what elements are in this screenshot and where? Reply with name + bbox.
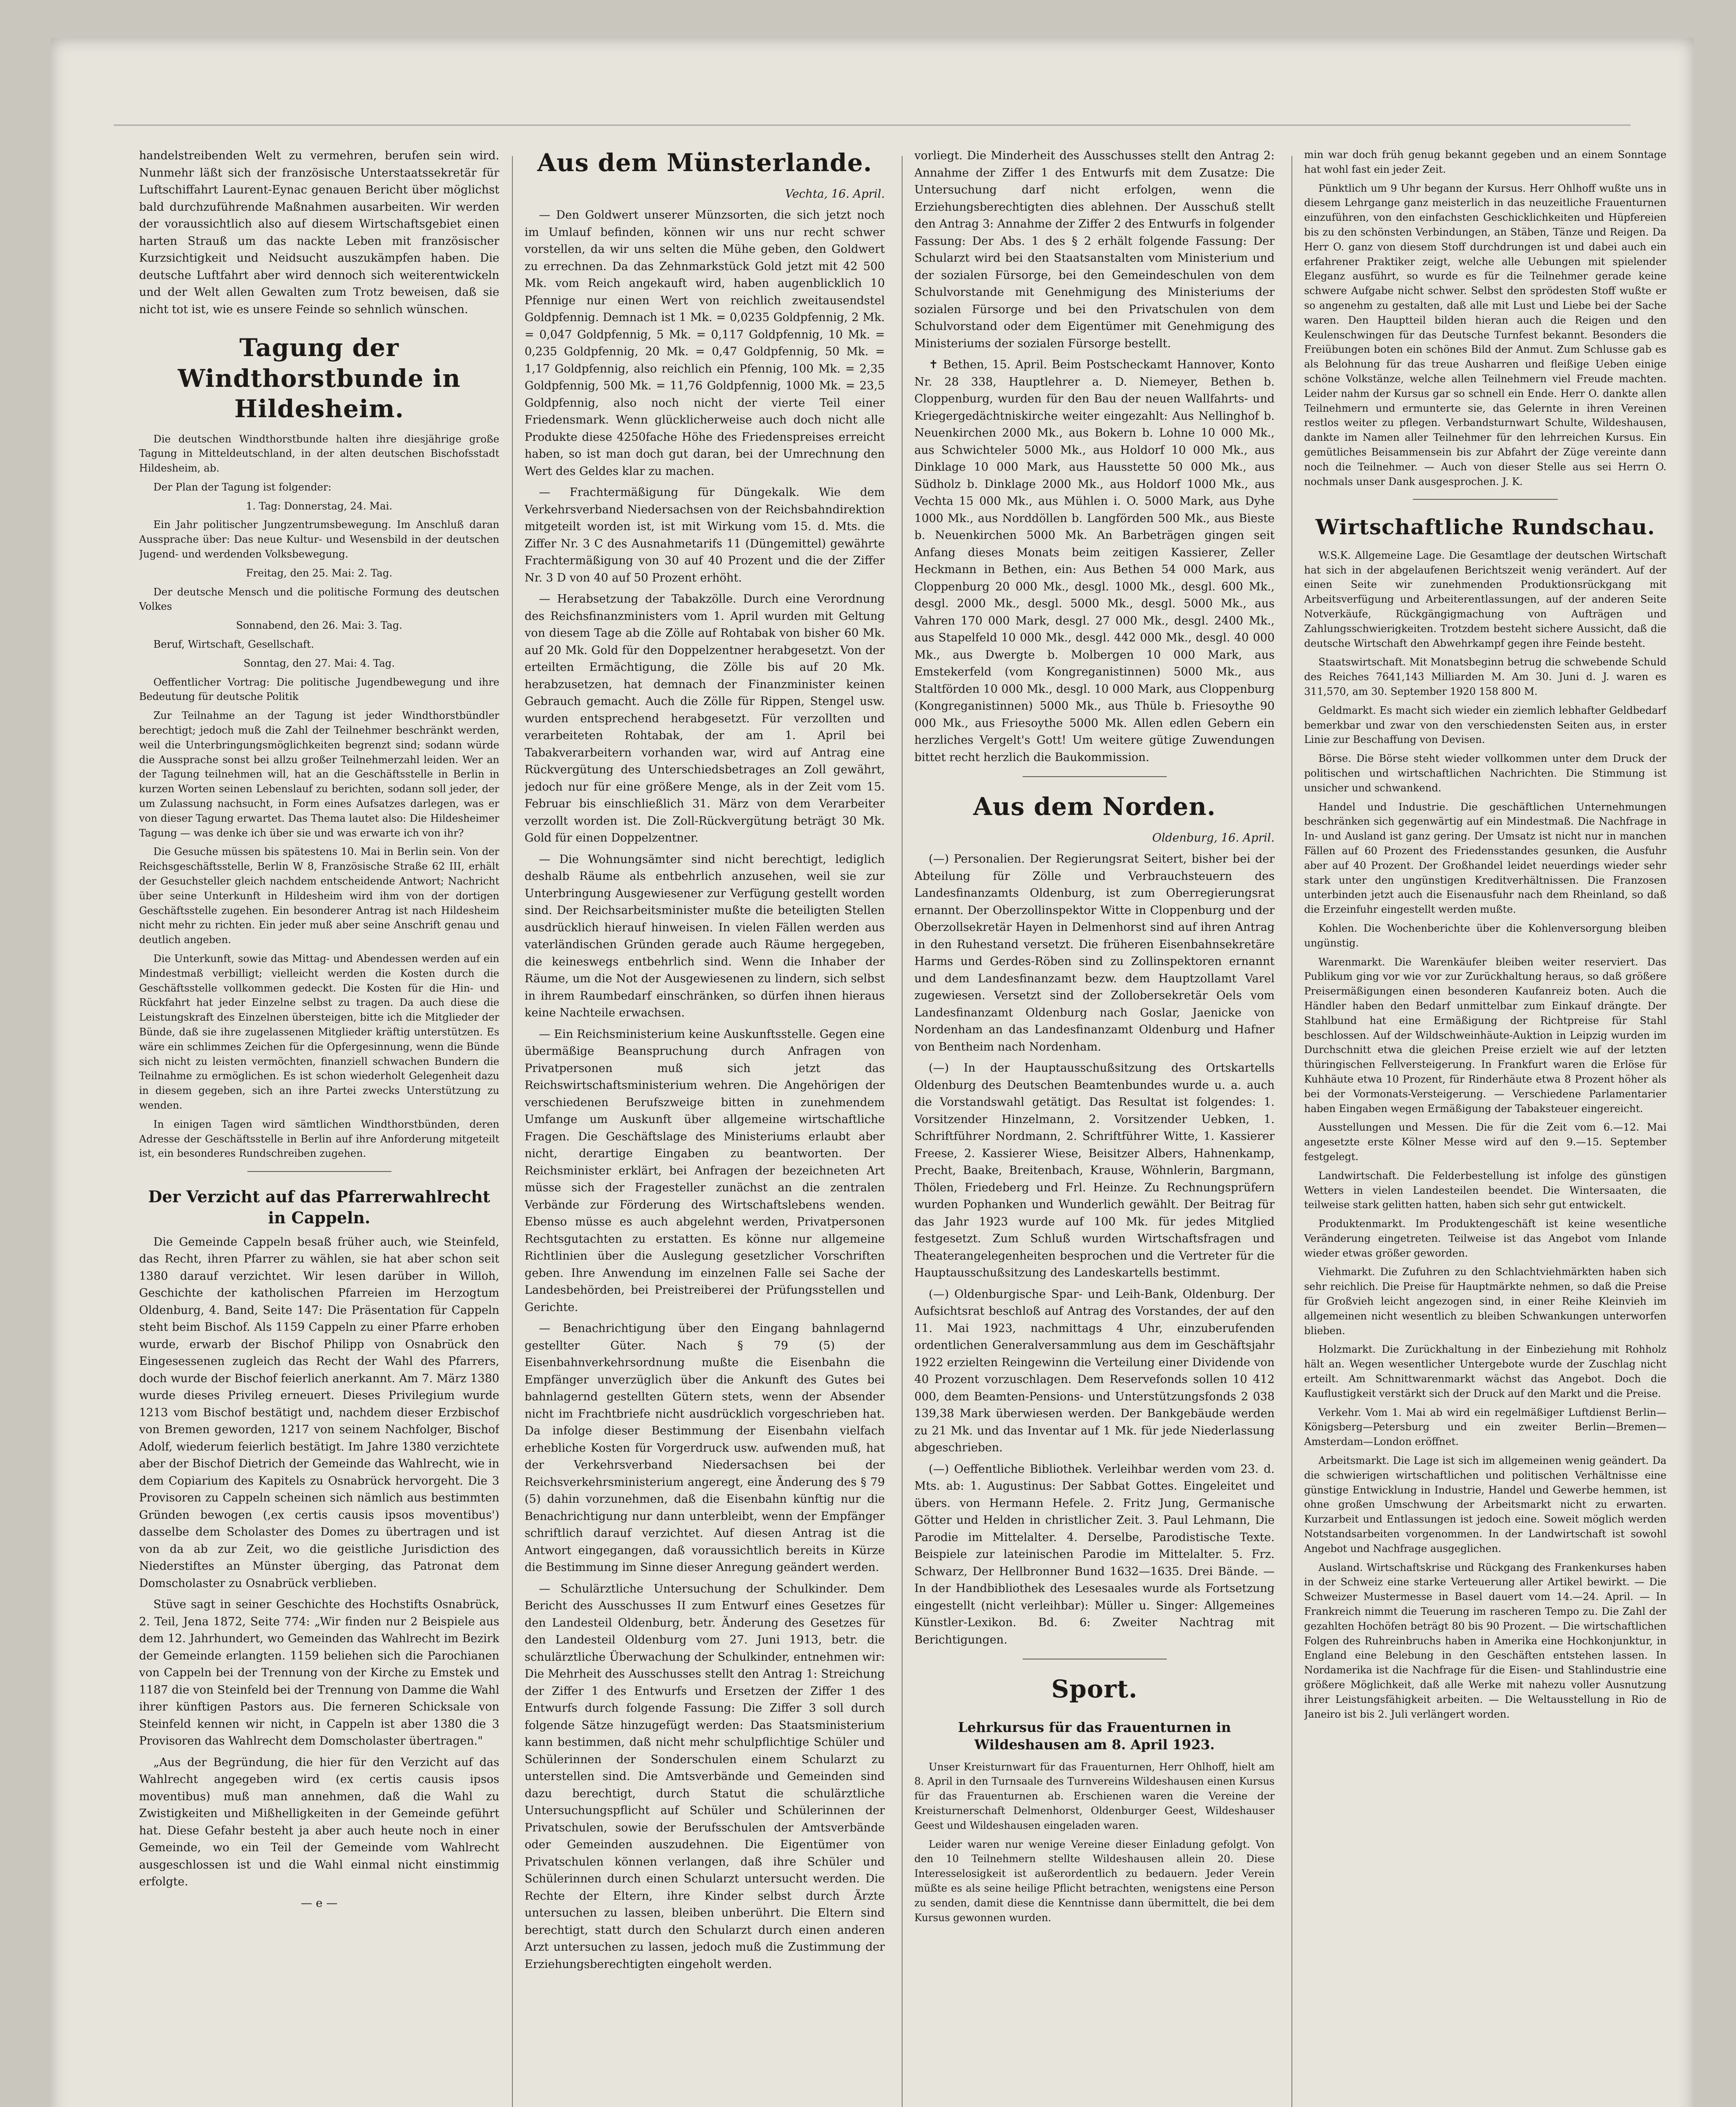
paragraph: (—) Oeffentliche Bibliothek. Verleihbar werden vom 23. d. Mts. ab: 1. Augustinus: Der Sabbat Gottes. Eingeleitet und übers. von Hermann Hefele. 2. Fritz Jung, Germanische Götter und Helden in christlicher Zeit. 3. Paul Lehmann, Die Parodie im Mittelalter. 4. Derselbe, Parodistische Texte. Beispiele zur lateinischen Parodie im Mittelalter. 5. Frz. Schwarz, Der Hellbronner Bund 1632—1635. Drei Bände. — In der Handbibliothek des Lesesaales wurde als Fortsetzung eingestellt (nicht verleihbar): Müller u. Singer: Allgemeines Künstler-Lexikon. Bd. 6: Zweiter Nachtrag mit Berichtigungen.: [914, 1462, 1275, 1646]
column-rule: [1291, 156, 1292, 2107]
paragraph: — Die Wohnungsämter sind nicht berechtigt, lediglich deshalb Räume als entbehrlich anzusehen, weil sie zur Unterbringung Ausgewiesener zur Verfügung gestellt worden sind. Der Reichsarbeitsminister mußte die beteiligten Stellen ausdrücklich hierauf hinweisen. In vielen Fällen werden aus vaterländischen Gründen gerade auch Räume hergegeben, die keineswegs entbehrlich sind. Wenn die Inhaber der Räume, um die Not der Ausgewiesenen zu lindern, sich selbst in ihrem Raumbedarf einschränken, so dürfen ihnen hieraus keine Nachteile erwachsen.: [525, 852, 885, 1019]
paragraph: Kohlen. Die Wochenberichte über die Kohlenversorgung bleiben ungünstig.: [1304, 922, 1666, 949]
article-continuation: vorliegt. Die Minderheit des Ausschusses stellt den Antrag 2: Annahme der Ziffer 1 des Entwurfs mit dem Zusatze: Die Untersuchung darf nicht erfolgen, wenn die Erziehungsberechtigten dies ablehnen. Der Ausschuß stellt den Antrag 3: Annahme der Ziffer 2 des Entwurfs in folgender Fassung: Der Abs. 1 des § 2 erhält folgende Fassung: Der Schularzt wird bei den Staatsanstalten vom Ministerium und der sozialen Fürsorge, bei den Gemeindeschulen von dem Schulvorstande mit Genehmigung des Ministeriums der sozialen Fürsorge und bei den Privatschulen von dem Schulvorstand oder dem Eigentümer mit Genehmigung des Ministeriums der sozialen Fürsorge bestellt.: [914, 149, 1275, 350]
paragraph: Landwirtschaft. Die Felderbestellung ist infolge des günstigen Wetters in vielen Landesteilen beendet. Die Wintersaaten, die teilweise stark gelitten hatten, haben sich sehr gut entwickelt.: [1304, 1169, 1666, 1211]
headline-norden: Aus dem Norden.: [973, 792, 1216, 821]
paragraph: Leider waren nur wenige Vereine dieser Einladung gefolgt. Von den 10 Teilnehmern stellte Wildeshausen allein 20. Diese Interesselosigkeit ist außerordentlich zu bedauern. Jeder Verein müßte es als seine heilige Pflicht betrachten, wenigstens eine Person zu senden, damit diese die Kenntnisse dann übermittelt, die bei dem Kursus gewonnen wurden.: [914, 1838, 1275, 1924]
paragraph: Handel und Industrie. Die geschäftlichen Unternehmungen beschränken sich gegenwärtig auf ein Mindestmaß. Die Nachfrage in In- und Ausland ist ganz gering. Der Umsatz ist nicht nur in manchen Fällen auf 60 Prozent des Friedensstandes gesunken, die Ausfuhr aber auf 40 Prozent. Der Großhandel leidet neuerdings wieder sehr stark unter den ungünstigen Kreditverhältnissen. Die Franzosen unterbinden jetzt auch die Eisenausfuhr nach dem Rheinland, so daß die Erzeinfuhr eingestellt werden mußte.: [1304, 801, 1666, 916]
column-rule: [512, 156, 513, 2107]
paragraph: Die Gesuche müssen bis spätestens 10. Mai in Berlin sein. Von der Reichsgeschäftsstelle, Berlin W 8, Französische Straße 62 III, erhält der Gesuchsteller gleich nachdem entscheidende Antwort; Nachricht über seine Unterkunft in Hildesheim wird ihm von der dortigen Geschäftsstelle zugehen. Ein besonderer Antrag ist nach Hildesheim nicht mehr zu richten. Ein jeder muß aber seine Anschrift genau und deutlich angeben.: [139, 846, 499, 946]
paragraph: Zur Teilnahme an der Tagung ist jeder Windthorstbündler berechtigt; jedoch muß die Zahl der Teilnehmer beschränkt werden, weil die Unterbringungsmöglichkeiten begrenzt sind; sodann würde die Aussprache sonst bei allzu großer Teilnehmerzahl leiden. Wer an der Tagung teilnehmen will, hat an die Geschäftsstelle in Berlin in kurzen Worten seinen Lebenslauf zu berichten, sodann soll jeder, der um Zulassung nachsucht, in Form eines Aufsatzes darlegen, was er von dieser Tagung erwartet. Das Thema lautet also: Die Hildesheimer Tagung — was denke ich über sie und was erwarte ich von ihr?: [139, 710, 499, 839]
paragraph: Verkehr. Vom 1. Mai ab wird ein regelmäßiger Luftdienst Berlin—Königsberg—Petersburg und ein zweiter Berlin—Bremen—Amsterdam—London eröffnet.: [1304, 1406, 1666, 1448]
section-divider: [1023, 776, 1167, 777]
schedule-day: Sonntag, den 27. Mai: 4. Tag.: [243, 657, 395, 669]
column-1: [139, 147, 499, 2107]
paragraph: W.S.K. Allgemeine Lage. Die Gesamtlage der deutschen Wirtschaft hat sich in der abgelaufenen Berichtszeit wenig verändert. Auf der einen Seite wir zunehmenden Produktionsrückgang mit Arbeitsverfügung und Arbeiterentlassungen, auf der anderen Seite Notverkäufe, Rückgängigmachung von Aufträgen und Zahlungsschwierigkeiten. Trotzdem besteht sichere Aussicht, daß die deutsche Wirtschaft den Abwehrkampf gegen ihre Feinde besteht.: [1304, 549, 1666, 649]
article-continuation: min war doch früh genug bekannt gegeben und an einem Sonntage hat wohl fast ein jeder Zeit.: [1304, 149, 1666, 175]
section-divider: [1413, 499, 1558, 500]
paragraph: Pünktlich um 9 Uhr begann der Kursus. Herr Ohlhoff wußte uns in diesem Lehrgange ganz meisterlich in das neuzeitliche Frauenturnen einzuführen, von den einfachsten Geschicklichkeiten und Hüpfereien bis zu den schönsten Verbindungen, an Stäben, Tänze und Reigen. Da Herr O. ganz von diesem Stoff durchdrungen ist und dabei auch ein erfahrener Praktiker zeigt, welche alle Uebungen mit spielender Eleganz ausführt, so wurde es für die Teilnehmer gerade keine schwere Aufgabe nicht schwer. Selbst den sprödesten Stoff wußte er so angenehm zu gestalten, daß alle mit Lust und Liebe bei der Sache waren. Den Hauptteil bilden hieran auch die Reigen und den Keulenschwingen für das Deutsche Turnfest bekannt. Besonders die Freiübungen boten ein schönes Bild der Anmut. Zum Schlusse gab es als Belohnung für das treue Ausharren und fleißige Ueben einige schöne Volkstänze, welche allen Teilnehmern viel Freude machten. Leider nahm der Kursus gar so schnell ein Ende. Herr O. dankte allen Teilnehmern und ermunterte sie, das Gelernte in ihren Vereinen restlos weiter zu pflegen. Verbandsturnwart Schulte, Wildeshausen, dankte im Namen aller Teilnehmer für den lehrreichen Kursus. Ein gemütliches Beisammensein bis zur Abfahrt der Züge vereinte dann noch die Teilnehmer. — Auch von dieser Stelle aus sei Herrn O. nochmals unser Dank ausgesprochen. J. K.: [1304, 182, 1666, 488]
paragraph: Ausstellungen und Messen. Die für die Zeit vom 6.—12. Mai angesetzte erste Kölner Messe wird auf den 9.—15. September festgelegt.: [1304, 1121, 1666, 1163]
section-divider: [247, 1171, 391, 1172]
paragraph: Produktenmarkt. Im Produktengeschäft ist keine wesentliche Veränderung eingetreten. Teilweise ist das Angebot vom Inlande wieder etwas größer geworden.: [1304, 1218, 1666, 1259]
paragraph: (—) In der Hauptausschußsitzung des Ortskartells Oldenburg des Deutschen Beamtenbundes wurde u. a. auch die Vorstandswahl getätigt. Das Resultat ist folgendes: 1. Vorsitzender Hinzelmann, 2. Vorsitzender Uebken, 1. Schriftführer Nordmann, 2. Schriftführer Witte, 1. Kassierer Freese, 2. Kassierer Wiese, Beisitzer Albers, Hahnenkamp, Precht, Baake, Breitenbach, Krause, Wöhnlerin, Bargmann, Thölen, Friedeberg und Frl. Heinze. Zu Rechnungsprüfern wurden Pophanken und Wunderlich gewählt. Der Beitrag für das Jahr 1923 wurde auf 100 Mk. für jedes Mitglied festgesetzt. Zum Schluß wurden Wirtschaftsfragen und Theaterangelegenheiten besprochen und die Vertreter für die Hauptausschußsitzung des Landeskartells bestimmt.: [914, 1062, 1275, 1279]
subheadline-frauenturnen: Lehrkursus für das Frauenturnen in Wildeshausen am 8. April 1923.: [958, 1719, 1231, 1753]
paragraph: Arbeitsmarkt. Die Lage ist sich im allgemeinen wenig geändert. Da die schwierigen wirtschaftlichen und politischen Verhältnisse eine günstige Entwicklung in Industrie, Handel und Gewerbe hemmen, ist ohne großen Umschwung der Arbeitsmarkt nicht zu erwarten. Kurzarbeit und Entlassungen ist jedoch eine. Soweit möglich werden Notstandsarbeiten vorgenommen. In der Landwirtschaft ist sowohl Angebot und Nachfrage ausgeglichen.: [1304, 1455, 1666, 1555]
paragraph: — Herabsetzung der Tabakzölle. Durch eine Verordnung des Reichsfinanzministers vom 1. April wurden mit Geltung von diesem Tage ab die Zölle auf Rohtabak von bisher 60 Mk. auf 20 Mk. Gold für den Doppelzentner herabgesetzt. Von der erteilten Ermächtigung, die Zölle bis auf 20 Mk. herabzusetzen, hat demnach der Finanzminister keinen Gebrauch gemacht. Auch die Zölle für Rippen, Stengel usw. wurden entsprechend herabgesetzt. Für verzollten und verarbeiteten Rohtabak, der am 1. April bei Tabakverarbeitern vorhanden war, wird auf Antrag eine Rückvergütung des Unterschiedsbetrages an Zoll gewährt, jedoch nur für eine größere Menge, als in der Zeit vom 15. Februar bis einschließlich 31. März von dem Verarbeiter verzollt worden ist. Die Zoll-Rückvergütung beträgt 30 Mk. Gold für einen Doppelzentner.: [525, 592, 885, 844]
paragraph: Unser Kreisturnwart für das Frauenturnen, Herr Ohlhoff, hielt am 8. April in den Turnsaale des Turnvereins Wildeshausen einen Kursus für das Frauenturnen ab. Erschienen waren die Vereine der Kreisturnerschaft Delmenhorst, Oldenburger Geest, Wildeshauser Geest und Wildeshausen eingeladen waren.: [914, 1761, 1275, 1831]
schedule-day: Sonnabend, den 26. Mai: 3. Tag.: [236, 619, 402, 632]
paragraph: ✝ Bethen, 15. April. Beim Postscheckamt Hannover, Konto Nr. 28 338, Hauptlehrer a. D. Niemeyer, Bethen b. Cloppenburg, wurden für den Bau der neuen Wallfahrts- und Kriegergedächtniskirche weiter eingezahlt: Aus Nellinghof b. Neuenkirchen 2000 Mk., aus Bokern b. Lohne 10 000 Mk., aus Schwichteler 5000 Mk., aus Holdorf 10 000 Mk., aus Dinklage 10 000 Mark, aus Hausstette 50 000 Mk., aus Südholz b. Dinklage 2000 Mk., aus Holdorf 1000 Mk., aus Vechta 15 000 Mk., aus Mühlen i. O. 5000 Mark, aus Dyhe 1000 Mk., aus Norddöllen b. Langförden 500 Mk., aus Bieste b. Neuenkirchen 5000 Mk. An Barbeträgen gingen seit Anfang dieses Monats beim zeitigen Kassierer, Zeller Heckmann in Bethen, ein: Aus Bethen 54 000 Mark, aus Cloppenburg 20 000 Mk., desgl. 1000 Mk., desgl. 600 Mk., desgl. 2000 Mk., desgl. 5000 Mk., desgl. 5000 Mk., aus Vahren 170 000 Mark, desgl. 27 000 Mk., desgl. 2400 Mk., aus Stapelfeld 10 000 Mk., desgl. 442 000 Mk., desgl. 40 000 Mk., aus Dwergte b. Molbergen 10 000 Mark, aus Emstekerfeld (vom Kongreganistinnen) 5000 Mk., aus Staltförden 10 000 Mk., desgl. 10 000 Mark, aus Cloppenburg (Kongreganistinnen) 5000 Mk., aus Thüle b. Friesoythe 90 000 Mk., aus Friesoythe 5000 Mk. Allen edlen Gebern ein herzliches Vergelt's Gott! Um weitere gütige Zuwendungen bittet recht herzlich die Baukommission.: [914, 358, 1275, 764]
paragraph: Beruf, Wirtschaft, Gesellschaft.: [153, 638, 314, 651]
schedule-day: Freitag, den 25. Mai: 2. Tag.: [246, 567, 393, 579]
article-continuation: handelstreibenden Welt zu vermehren, berufen sein wird. Nunmehr läßt sich der französische Unterstaatssekretär für Luftschiffahrt Laurent-Eynac genauen Bericht über möglichst bald durchzuführende Maßnahmen ausarbeiten. Wir werden der voraussichtlich also auf diesem Wirtschaftsgebiet einen harten Strauß um das nackte Leben mit französischer Kurzsichtigkeit und Neidsucht auszukämpfen haben. Die deutsche Luftfahrt aber wird dennoch sich weiterentwickeln und der Welt allen Gewalten zum Trotz beweisen, daß sie nicht tot ist, wie es unsere Feinde so sehnlich wünschen.: [139, 149, 499, 316]
headline-pfarrerwahlrecht: Der Verzicht auf das Pfarrerwahlrecht in Cappeln.: [148, 1187, 490, 1227]
paragraph: Der Plan der Tagung ist folgender:: [153, 481, 332, 493]
paragraph: Warenmarkt. Die Warenkäufer bleiben weiter reserviert. Das Publikum ging vor wie vor zur Zurückhaltung heraus, so daß größere Preisermäßigungen einen besonderen Kaufanreiz boten. Auch die Händler haben den Bedarf unmittelbar zum Einkauf drängte. Der Stahlbund hat eine Ermäßigung der Richtpreise für Stahl beschlossen. Auf der Wildschweinhäute-Auktion in Leipzig wurden im Durchschnitt etwa die gleichen Preise erzielt wie auf der letzten thüringischen Fellversteigerung. In Frankfurt waren die Erlöse für Kuhhäute etwa 10 Prozent, für Rinderhäute etwa 8 Prozent höher als bei der Vormonats-Versteigerung. — Verschiedene Parlamentarier haben Eingaben wegen Ermäßigung der Tabaksteuer eingereicht.: [1304, 956, 1666, 1115]
paragraph: Geldmarkt. Es macht sich wieder ein ziemlich lebhafter Geldbedarf bemerkbar und zwar von den verschiedensten Seiten aus, in erster Linie zur Beschaffung von Devisen.: [1304, 704, 1666, 746]
headline-wirtschaftliche-rundschau: Wirtschaftliche Rundschau.: [1315, 515, 1655, 540]
headline-muensterlande: Aus dem Münsterlande.: [537, 148, 872, 177]
column-2: [525, 147, 885, 2107]
paragraph: Holzmarkt. Die Zurückhaltung in der Einbeziehung mit Rohholz hält an. Wegen wesentlicher Untergebote wurde der Zuschlag nicht erteilt. Am Schnittwarenmarkt wächst das Angebot. Doch die Kauflustigkeit verstärkt sich der Druck auf den Markt und die Preise.: [1304, 1343, 1666, 1399]
paragraph: (—) Oldenburgische Spar- und Leih-Bank, Oldenburg. Der Aufsichtsrat beschloß auf Antrag des Vorstandes, der auf den 11. Mai 1923, nachmittags 4 Uhr, einzuberufenden ordentlichen Generalversammlung aus dem im Geschäftsjahr 1922 erzielten Reingewinn die Verteilung einer Dividende von 40 Prozent vorzuschlagen. Dem Reservefonds sollen 10 412 000, dem Beamten-Pensions- und Unterstützungsfonds 2 038 139,38 Mark überwiesen werden. Der Bankgebäude werden zu 21 Mk. und das Inventar auf 1 Mk. für jede Niederlassung abgeschrieben.: [914, 1287, 1275, 1454]
dateline: Vechta, 16. April.: [785, 187, 885, 201]
paragraph: Börse. Die Börse steht wieder vollkommen unter dem Druck der politischen und wirtschaftlichen Nachrichten. Die Stimmung ist unsicher und schwankend.: [1304, 753, 1666, 794]
paragraph: Viehmarkt. Die Zufuhren zu den Schlachtviehmärkten haben sich sehr reichlich. Die Preise für Hauptmärkte nehmen, so daß die Preise für Großvieh leicht angezogen sind, in einer Reihe Kleinvieh im allgemeinen nicht wesentlich zu bleiben Schwankungen unterworfen blieben.: [1304, 1266, 1666, 1337]
column-rule: [902, 156, 903, 2107]
paragraph: Ein Jahr politischer Jungzentrumsbewegung. Im Anschluß daran Aussprache über: Das neue Kultur- und Wesensbild in der deutschen Jugend- und werdenden Volksbewegung.: [139, 519, 499, 560]
newspaper-page: [51, 38, 1694, 2107]
column-3: [914, 147, 1275, 2107]
paragraph: Die Gemeinde Cappeln besaß früher auch, wie Steinfeld, das Recht, ihren Pfarrer zu wählen, sie hat aber schon seit 1380 darauf verzichtet. Wir lesen darüber in Willoh, Geschichte der katholischen Pfarreien im Herzogtum Oldenburg, 4. Band, Seite 147: Die Präsentation für Cappeln steht beim Bischof. Als 1159 Cappeln zu einer Pfarre erhoben wurde, erwarb der Bischof Philipp von Osnabrück den Eingesessenen zugleich das Recht der Wahl des Pfarrers, doch wurde der Bischof feierlich anerkannt. Am 7. März 1380 wurde dieses Privileg erneuert. Dieses Privilegium wurde 1213 vom Bischof bestätigt und, nachdem dieser Erzbischof von Bremen geworden, 1217 von seinem Nachfolger, Bischof Adolf, wiederum feierlich bestätigt. Im Jahre 1380 verzichtete aber der Bischof Dietrich der Gemeinde das Wahlrecht, wie in dem Copiarium des Kapitels zu Osnabrück hervorgeht. Die 3 Provisoren zu Cappeln scheinen sich nämlich aus bestimmten Gründen bewogen (,ex certis causis ipsos moventibus') dasselbe dem Scholaster des Domes zu übertragen und ist von da ab zur Zeit, wo die geistliche Jurisdiction des Niederstiftes an Münster überging, das Patronat dem Domscholaster zu Osnabrück verblieben.: [139, 1235, 499, 1590]
paragraph: Der deutsche Mensch und die politische Formung des deutschen Volkes: [139, 586, 499, 613]
paragraph: Ausland. Wirtschaftskrise und Rückgang des Frankenkurses haben in der Schweiz eine starke Verteuerung aller Artikel bewirkt. — Die Schweizer Mustermesse in Basel dauert vom 14.—24. April. — In Frankreich nimmt die Teuerung im rascheren Tempo zu. Die Zahl der gezahlten Hochöfen beträgt 80 bis 90 Prozent. — Die wirtschaftlichen Folgen des Ruhreinbruchs haben in Amerika eine Hochkonjunktur, in England eine Belebung in den Geschäften entstehen lassen. In Nordamerika ist die Nachfrage für die Eisen- und Stahlindustrie eine größere Möglichkeit, daß alle Werke mit nahezu voller Ausnutzung ihrer Leistungsfähigkeit arbeiten. — Die Weltausstellung in Rio de Janeiro ist bis 2. Juli verlängert worden.: [1304, 1561, 1666, 1720]
paragraph: Die deutschen Windthorstbunde halten ihre diesjährige große Tagung in Mitteldeutschland, in der alten deutschen Bischofsstadt Hildesheim, ab.: [139, 433, 499, 474]
headline-windthorstbunde: Tagung der Windthorstbunde in Hildesheim.: [177, 333, 461, 423]
author-mark: — e —: [300, 1896, 338, 1910]
paragraph: Die Unterkunft, sowie das Mittag- und Abendessen werden auf ein Mindestmaß verbilligt; vielleicht werden die Kosten durch die Geschäftsstelle vollkommen gedeckt. Die Kosten für die Hin- und Rückfahrt hat jeder Einzelne selbst zu tragen. Da auch diese die Leistungskraft des Einzelnen übersteigen, bitte ich die Mitglieder der Bünde, daß sie ihre zugelassenen Mitglieder kräftig unterstützen. Es wäre ein schlimmes Zeichen für die Opfergesinnung, wenn die Bünde sich nicht zu leisten vermöchten, finanziell schwachen Bundern die Teilnahme zu ermöglichen. Es ist schon wiederholt Gelegenheit dazu in diesem gegeben, sich an ihre Partei zwecks Unterstützung zu wenden.: [139, 953, 499, 1111]
paragraph: Oeffentlicher Vortrag: Die politische Jugendbewegung und ihre Bedeutung für deutsche Politik: [139, 676, 499, 703]
paragraph: — Den Goldwert unserer Münzsorten, die sich jetzt noch im Umlauf befinden, können wir uns nur recht schwer vorstellen, da wir uns selten die Mühe geben, den Goldwert zu errechnen. Da das Zehnmarkstück Gold jetzt mit 42 500 Mk. vom Reich angekauft wird, haben augenblicklich 10 Pfennige nur einen Wert von reichlich zweitausendstel Goldpfennig. Demnach ist 1 Mk. = 0,0235 Goldpfennig, 2 Mk. = 0,047 Goldpfennig, 5 Mk. = 0,117 Goldpfennig, 10 Mk. = 0,235 Goldpfennig, 20 Mk. = 0,47 Goldpfennig, 50 Mk. = 1,17 Goldpfennig, also reichlich ein Pfennig, 100 Mk. = 2,35 Goldpfennig, 500 Mk. = 11,76 Goldpfennig, 1000 Mk. = 23,5 Goldpfennig, also noch nicht der vierte Teil einer Friedensmark. Wenn glücklicherweise auch doch nicht alle Produkte diese 4250fache Höhe des Friedenspreises erreicht haben, so ist man doch gut daran, bei der Umrechnung den Wert des Geldes klar zu machen.: [525, 209, 885, 478]
dateline: Oldenburg, 16. April.: [1152, 831, 1275, 844]
paragraph: (—) Personalien. Der Regierungsrat Seitert, bisher bei der Abteilung für Zölle und Verbrauchsteuern des Landesfinanzamts Oldenburg, ist zum Oberregierungsrat ernannt. Der Oberzollinspektor Witte in Cloppenburg und der Oberzollsekretär Hayen in Delmenhorst sind auf ihren Antrag in den Ruhestand versetzt. Die früheren Eisenbahnsekretäre Harms und Gerdes-Röben sind zu Zollinspektoren ernannt und dem Landesfinanzamt bezw. dem Hauptzollamt Varel zugewiesen. Versetzt sind der Zollobersekretär Oels vom Landesfinanzamt Oldenburg nach Goslar, Jaenicke von Nordenham an das Landesfinanzamt Oldenburg und Hafner von Bentheim nach Nordenham.: [914, 852, 1275, 1054]
paragraph: — Schulärztliche Untersuchung der Schulkinder. Dem Bericht des Ausschusses II zum Entwurf eines Gesetzes für den Landesteil Oldenburg, betr. Änderung des Gesetzes für den Landesteil Oldenburg vom 27. Juni 1913, betr. die schulärztliche Überwachung der Schulkinder, entnehmen wir: Die Mehrheit des Ausschusses stellt den Antrag 1: Streichung der Ziffer 1 des Entwurfs und Ersetzen der Ziffer 1 des Entwurfs durch folgende Fassung: Die Ziffer 3 soll durch folgende Sätze hinzugefügt werden: Das Staatsministerium kann bestimmen, daß nicht mehr schulpflichtige Schüler und Schülerinnen der Sonderschulen einem Schularzt zu unterstellen sind. Die Amtsverbände und Gemeinden sind dazu berechtigt, durch Statut die schulärztliche Untersuchungspflicht auf Schüler und Schülerinnen der Privatschulen, sowie der Berufsschulen der Amtsverbände oder Gemeinden auszudehnen. Die Eigentümer von Privatschulen können verlangen, daß ihre Schüler und Schülerinnen durch einen Schularzt untersucht werden. Die Rechte der Eltern, ihre Kinder selbst durch Ärzte untersuchen zu lassen, bleiben unberührt. Die Eltern sind berechtigt, statt durch den Schularzt durch einen anderen Arzt untersuchen zu lassen, jedoch muß die Zustimmung der Erziehungsberechtigten eingeholt werden.: [525, 1582, 885, 1971]
paragraph: In einigen Tagen wird sämtlichen Windthorstbünden, deren Adresse der Geschäftsstelle in Berlin auf ihre Anforderung mitgeteilt ist, ein besonderes Rundschreiben zugehen.: [139, 1118, 499, 1160]
paragraph: Stüve sagt in seiner Geschichte des Hochstifts Osnabrück, 2. Teil, Jena 1872, Seite 774: „Wir finden nur 2 Beispiele aus dem 12. Jahrhundert, wo Gemeinden das Wahlrecht im Bezirk der Gemeinde erlangten. 1159 beliehen sich die Parochianen von Cappeln bei der Trennung von der Kirche zu Emstek und 1187 die von Steinfeld bei der Trennung von Damme die Wahl ihrer künftigen Pastors aus. Die ferneren Schicksale von Steinfeld kennen wir nicht, in Cappeln ist aber 1380 die 3 Provisoren das Wahlrecht dem Domscholaster übertragen.": [139, 1598, 499, 1748]
paragraph: „Aus der Begründung, die hier für den Verzicht auf das Wahlrecht angegeben wird (ex certis causis ipsos moventibus) muß man annehmen, daß die Wahl zu Zwistigkeiten und Mißhelligkeiten in der Gemeinde geführt hat. Diese Gefahr besteht ja aber auch heute noch in einer Gemeinde, wo ein Teil der Gemeinde vom Wahlrecht ausgeschlossen ist und die Wahl einmal nicht einstimmig erfolgte.: [139, 1756, 499, 1889]
paragraph: Staatswirtschaft. Mit Monatsbeginn betrug die schwebende Schuld des Reiches 7641,143 Milliarden M. Am 30. Juni d. J. waren es 311,570, am 30. September 1920 158 800 M.: [1304, 656, 1666, 697]
schedule-day: 1. Tag: Donnerstag, 24. Mai.: [246, 500, 393, 512]
top-edge-line: [114, 124, 1631, 126]
paragraph: — Benachrichtigung über den Eingang bahnlagernd gestellter Güter. Nach § 79 (5) der Eisenbahnverkehrsordnung mußte die Eisenbahn die Empfänger unverzüglich über die Ankunft des Gutes bei bahnlagernd gestellten Gütern stets, wenn der Absender nicht im Frachtbriefe nicht ausdrücklich vorgeschrieben hat. Da infolge dieser Bestimmung der Eisenbahn vielfach erhebliche Kosten für Vorgerdruck usw. aufwenden muß, hat der Verkehrsverband Niedersachsen bei der Reichsverkehrsministerium angeregt, eine Änderung des § 79 (5) dahin vorzunehmen, daß die Eisenbahn künftig nur die Benachrichtigung nur dann unterbleibt, wenn der Empfänger schriftlich darauf verzichtet. Auf diesen Antrag ist die Antwort eingegangen, daß voraussichtlich bereits in Kürze die Bestimmung im Sinne dieser Anregung geändert werden.: [525, 1322, 885, 1574]
paragraph: — Ein Reichsministerium keine Auskunftsstelle. Gegen eine übermäßige Beanspruchung durch Anfragen von Privatpersonen muß sich jetzt das Reichswirtschaftsministerium wehren. Die Angehörigen der verschiedenen Berufszweige bitten in zunehmendem Umfange um Auskunft über allgemeine wirtschaftliche Fragen. Die Geschäftslage des Ministeriums erlaubt aber nicht, derartige Eingaben zu beantworten. Der Reichsminister erklärt, bei Anfragen der bezeichneten Art müsse sich der Fragesteller zunächst an die zentralen Verbände zur Förderung des Wirtschaftslebens wenden. Ebenso müsse es auch abgelehnt werden, Privatpersonen Rechtsgutachten zu erstatten. Es könne nur allgemeine Richtlinien über die Auslegung gesetzlicher Vorschriften geben. Ihre Anwendung im einzelnen Falle sei Sache der Landesbehörden, bei Preistreiberei der Prüfungsstellen und Gerichte.: [525, 1027, 885, 1314]
headline-sport: Sport.: [1051, 1675, 1138, 1703]
paragraph: — Frachtermäßigung für Düngekalk. Wie dem Verkehrsverband Niedersachsen von der Reichsbahndirektion mitgeteilt worden ist, ist mit Wirkung vom 15. d. Mts. die Ziffer Nr. 3 C des Ausnahmetarifs 11 (Düngemittel) gewährte Frachtermäßigung von 30 auf 40 Prozent und die der Ziffer Nr. 3 D von 40 auf 50 Prozent erhöht.: [525, 486, 885, 584]
column-4: [1304, 147, 1666, 2107]
